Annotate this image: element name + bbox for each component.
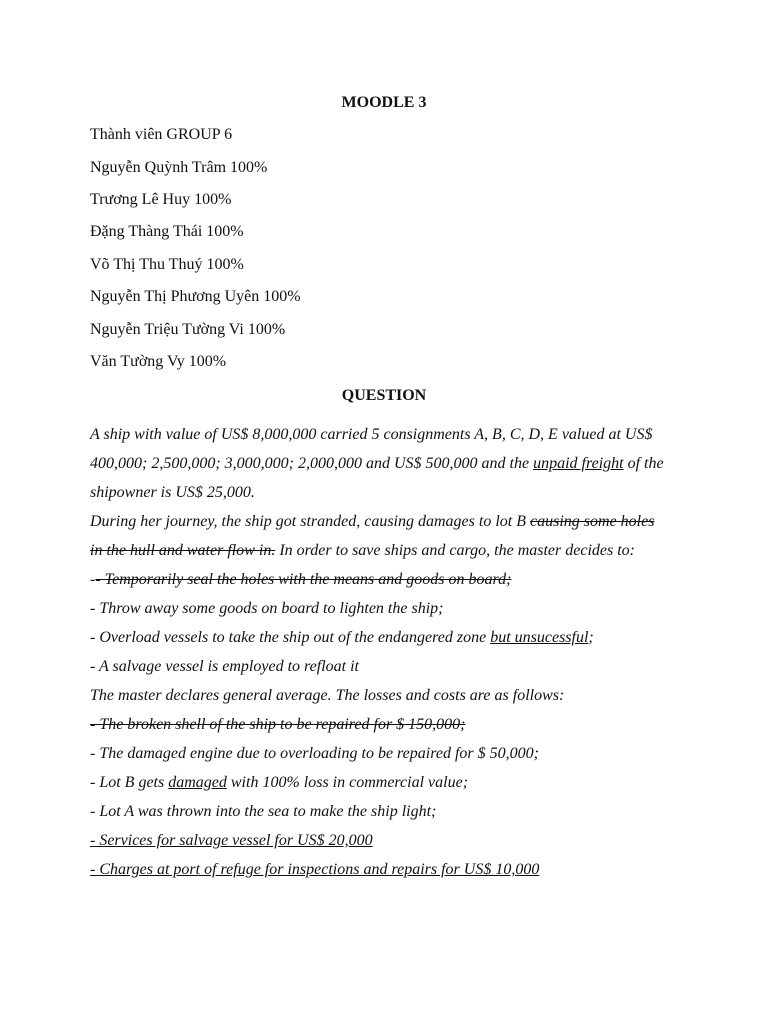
cost-item: [90, 773, 690, 793]
underlined-text: but unsucessful: [490, 629, 589, 646]
question-paragraph-line: [90, 454, 690, 474]
cost-item: - The damaged engine due to overloading to be repaired for $ 50,000;: [90, 745, 539, 762]
cost-item: [90, 715, 690, 735]
underlined-text: damaged: [168, 774, 227, 791]
question-paragraph-line: [90, 541, 690, 561]
member-item: Đặng Thàng Thái 100%: [90, 223, 244, 240]
cost-item: - Lot A was thrown into the sea to make the ship light;: [90, 803, 437, 820]
text-run: During her journey, the ship got stranded, causing damages to lot B: [90, 513, 530, 530]
strikethrough-text: - Temporarily seal the holes with the means and goods on board;: [95, 571, 512, 588]
declaration-line: The master declares general average. The losses and costs are as follows:: [90, 687, 565, 704]
action-item: - A salvage vessel is employed to refloat it: [90, 658, 359, 675]
question-heading: QUESTION: [341, 387, 427, 404]
member-item: Nguyễn Triệu Tường Vi 100%: [90, 321, 286, 338]
strikethrough-text: - The broken shell of the ship to be repaired for $ 150,000;: [90, 716, 466, 733]
action-item: [90, 570, 690, 590]
strikethrough-text: in the hull and water flow in.: [90, 542, 276, 559]
text-run: In order to save ships and cargo, the master decides to:: [275, 542, 635, 559]
underlined-text: - Services for salvage vessel for US$ 20,000: [90, 832, 373, 849]
member-item: Trương Lê Huy 100%: [90, 191, 232, 208]
question-paragraph-line: [90, 512, 690, 532]
member-item: Nguyễn Thị Phương Uyên 100%: [90, 288, 301, 305]
document-title: MOODLE 3: [341, 94, 427, 111]
text-run: ;: [588, 629, 594, 646]
text-run: 400,000; 2,500,000; 3,000,000; 2,000,000 and US$ 500,000 and the: [90, 455, 534, 472]
text-run: of the: [623, 455, 664, 472]
cost-item: [90, 831, 690, 851]
action-item: - Throw away some goods on board to lighten the ship;: [90, 600, 444, 617]
text-run: - Overload vessels to take the ship out of the endangered zone: [90, 629, 491, 646]
cost-item: [90, 860, 690, 880]
text-run: -: [90, 571, 96, 588]
member-item: Văn Tường Vy 100%: [90, 353, 227, 370]
member-item: Võ Thị Thu Thuý 100%: [90, 256, 244, 273]
underlined-text: - Charges at port of refuge for inspections and repairs for US$ 10,000: [90, 861, 540, 878]
member-item: Nguyễn Quỳnh Trâm 100%: [90, 159, 268, 176]
question-paragraph-line: A ship with value of US$ 8,000,000 carried 5 consignments A, B, C, D, E valued at US$: [90, 426, 653, 443]
text-run: with 100% loss in commercial value;: [226, 774, 469, 791]
strikethrough-text: causing some holes: [529, 513, 655, 530]
members-title: Thành viên GROUP 6: [90, 126, 233, 143]
action-item: [90, 628, 690, 648]
question-paragraph-line: shipowner is US$ 25,000.: [90, 484, 255, 501]
underlined-text: unpaid freight: [533, 455, 624, 472]
text-run: - Lot B gets: [90, 774, 169, 791]
